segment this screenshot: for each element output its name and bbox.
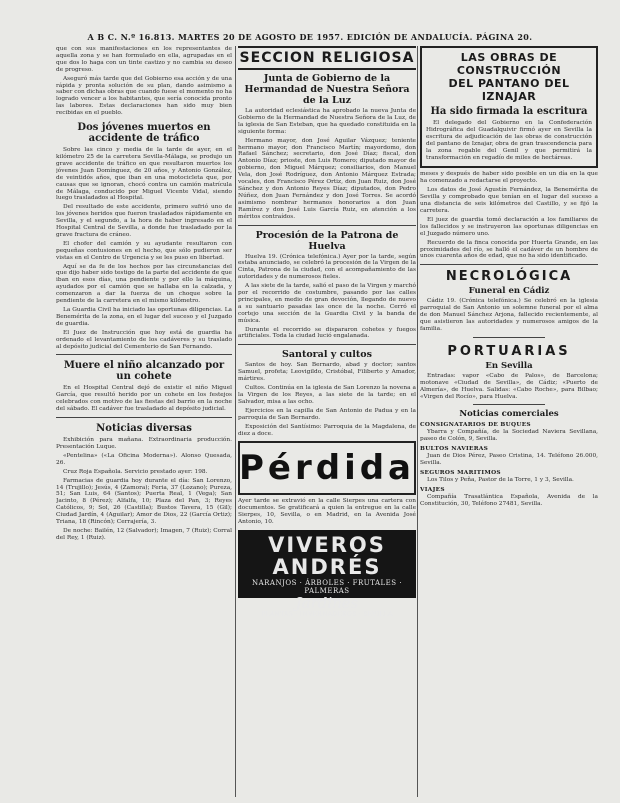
- article-paragraph: Hermano mayor, don José Aguilar Vázquez; teniente hermano mayor, don Francisco Martín; mayordomo, don Rafael Sánchez; secretario, don José Díaz; fiscal, don Antonio Díaz; prioste, don Luis Romero; diputado mayor de gobierno, don Miguel Márquez; consiliarios, don Manuel Vela, don José Rodríguez, don Antonio Márquez Estrada; vocales, don Francisco Pérez Ortiz, don Juan Ruiz, don José Sánchez y don Antonio Reyes Díaz; diputados, don Pedro Núñez, don Juan Fernández y don José Torres. Se acordó asimismo nombrar hermanos honorarios a don Juan Ramírez y don José Luis García Ruiz, en atención a los méritos contraídos.: [238, 137, 416, 220]
- article-paragraph: Exhibición para mañana. Extraordinaria producción. Presentación Luque.: [56, 437, 232, 450]
- article-paragraph: El juez de guardia tomó declaración a los familiares de los fallecidos y se instruyeron las oportunas diligencias en el Juzgado número uno.: [420, 216, 598, 237]
- viveros-line: NARANJOS · ÁRBOLES · FRUTALES · PALMERAS: [251, 579, 403, 596]
- divider: [473, 404, 544, 405]
- article-paragraph: La autoridad eclesiástica ha aprobado la nueva Junta de Gobierno de la Hermandad de Nuestra Señora de la Luz, de la iglesia de San Esteban, que ha quedado constituida en la siguiente forma:: [238, 108, 416, 135]
- perdida-title: Pérdida: [238, 448, 416, 489]
- divider: [420, 264, 598, 265]
- headline-procesion: Procesión de la Patrona de Huelva: [255, 229, 399, 252]
- portuarias-title: PORTUARIAS: [447, 343, 571, 359]
- article-paragraph: Recuerdo de la finca conocida por Huerta Grande, en las proximidades del río, se halló el cadáver de un hombre de unos cuarenta años de edad, que no ha sido identificado.: [420, 239, 598, 260]
- article-paragraph: De noche: Bailén, 12 (Salvador); Imagen, 7 (Ruiz); Corral del Rey, 1 (Ruiz).: [56, 527, 232, 541]
- article-paragraph: Durante el recorrido se dispararon cohetes y fuegos artificiales. Toda la ciudad lució engalanada.: [238, 326, 416, 340]
- divider: [238, 344, 416, 345]
- perdida-text: Ayer tarde se extravió en la calle Sierpes una cartera con documentos. Se gratificará a quien la entregue en la calle Sierpes, 10, Sevilla, o en Madrid, en la Avenida José Antonio, 10.: [238, 498, 416, 526]
- intro-paragraph: que con sus manifestaciones en los representantes de aquella zona y se han formulado en ella, agrupadas en el que dos lo haga con un tinte castizo y no cambia su deseo de progreso.: [56, 46, 232, 73]
- article-paragraph: En el Hospital Central dejó de existir el niño Miguel García, que resultó herido por un cohete en los festejos celebrados con motivo de las fiestas del barrio en la noche del sábado. El cadáver fue trasladado al depósito judicial.: [56, 385, 232, 413]
- viveros-title: VIVEROS ANDRÉS: [268, 533, 386, 580]
- headline-santoral: Santoral y cultos: [282, 349, 372, 361]
- divider: [56, 417, 232, 418]
- column-right: [420, 46, 598, 797]
- column-divider: [235, 46, 236, 797]
- headline-nino: Muere el niño alcanzado por un cohete: [63, 360, 225, 383]
- necrologica-subhead: Funeral en Cádiz: [468, 286, 550, 297]
- article-paragraph: Entradas: vapor «Cabo de Palos», de Barcelona; motonave «Ciudad de Sevilla», de Cádiz; «Puerto de Almería», de Huelva. Salidas: «Cabo Roche», para Bilbao; «Virgen del Rocío», para Huelva.: [420, 372, 598, 400]
- comerciales-title: Noticias comerciales: [459, 409, 559, 420]
- comerciales-item-text: Juan de Dios Pérez, Paseo Cristina, 14. Teléfono 26.000, Sevilla.: [420, 453, 598, 467]
- article-paragraph: Huelva 19. (Crónica telefónica.) Ayer por la tarde, según estaba anunciado, se celebró la procesión de la Virgen de la Cinta, Patrona de la ciudad, con el acompañamiento de las autoridades y de numerosos fieles.: [238, 253, 416, 281]
- viveros-line: PLANTAS · INVERNADEROS · SEVILLA: [261, 611, 393, 619]
- article-paragraph: El chofer del camión y su ayudante resultaron con pequeñas contusiones en el hecho, que sólo pudieron ser vistas en el Centro de Urgencia y se les puso en libertad.: [56, 240, 232, 261]
- headline-junta: Junta de Gobierno de la Hermandad de Nuestra Señora de la Luz: [244, 73, 410, 106]
- page-header: A B C. N.º 16.813. MARTES 20 DE AGOSTO DE 1957. EDICIÓN DE ANDALUCÍA. PÁGINA 20.: [87, 32, 533, 42]
- pantano-box: [420, 46, 598, 168]
- comerciales-item-head: CONSIGNATARIOS DE BUQUES: [420, 422, 531, 429]
- article-paragraph: Ejercicios en la capilla de San Antonio de Padua y en la parroquia de San Bernardo.: [238, 407, 416, 421]
- column-left: [56, 46, 232, 797]
- article-paragraph: A las siete de la tarde, salió el paso de la Virgen y marchó por el recorrido de costumbre, pasando por las calles principales, en medio de gran devoción, llegando de nuevo a su santuario pasadas las once de la noche. Cerró el cortejo una sección de la Guardia Civil y la banda de música.: [238, 283, 416, 324]
- headline-noticias: Noticias diversas: [96, 423, 192, 435]
- comerciales-item-text: Los Tilos y Peña, Pastor de la Torre, 1 y 3, Sevilla.: [427, 477, 574, 484]
- article-paragraph: meses y después de haber sido posible en un día en la que ha comenzado a redactarse el proyecto.: [420, 171, 598, 185]
- article-paragraph: Cádiz 19. (Crónica telefónica.) Se celebró en la iglesia parroquial de San Antonio un solemne funeral por el alma de don Manuel Sánchez Arjona, fallecido recientemente, al que asistieron las autoridades y numerosos amigos de la familia.: [420, 298, 598, 332]
- pantano-headline: DEL PANTANO DEL IZNAJAR: [448, 77, 570, 103]
- intro-paragraph: Aseguró más tarde que del Gobierno esa acción y de una rápida y pronta solución de su plan, dando asimismo a saber con dichas obras que cuando fuese el momento no ha logrado vencer a los habitantes, que sería conocida pronto las labores. Estas declaraciones han sido muy bien recibidas en el pueblo.: [56, 75, 232, 117]
- section-title: SECCION RELIGIOSA: [238, 46, 416, 70]
- article-paragraph: Sobre las cinco y media de la tarde de ayer, en el kilómetro 25 de la carretera Sevilla-Málaga, se produjo un grave accidente de tráfico en que resultaron muertos los jóvenes Juan Domínguez, de 20 años, y Antonio González, de veintidós años, que iban en una motocicleta que, por causas que se ignoran, chocó contra un camión matrícula de Málaga, conducido por Miguel Vicente Vidal, siendo luego trasladados al Hospital.: [56, 147, 232, 202]
- column-divider: [417, 46, 418, 797]
- article-paragraph: Santos de hoy. San Bernardo, abad y doctor; santos Samuel, profeta; Leovigildo, Cristóbal, Filiberto y Amador, mártires.: [238, 362, 416, 383]
- comerciales-item-head: SEGUROS MARITIMOS: [420, 470, 501, 477]
- perdida-ad: [238, 441, 416, 495]
- article-paragraph: Cultos. Continúa en la iglesia de San Lorenzo la novena a la Virgen de los Reyes, a las siete de la tarde; en el Salvador, misa a las ocho.: [238, 385, 416, 405]
- portuarias-subhead: En Sevilla: [485, 360, 533, 371]
- article-paragraph: Aquí se da fe de los hechos por las circunstancias del que dijo haber sido testigo de la parte del accidente de que iban en esos días, una pendiente y por ello la máquina, ayudados por el camión que se hallaba en la calzada, y comenzaron a dar la fuerza de un choque sobre la pendiente de la carretera en el mismo kilómetro.: [56, 263, 232, 305]
- divider: [56, 354, 232, 355]
- pantano-headline: LAS OBRAS DE CONSTRUCCIÓN: [456, 51, 562, 77]
- article-paragraph: El Juez de Instrucción que hoy está de guardia ha ordenado el levantamiento de los cadáveres y su traslado al depósito judicial del Cementerio de San Fernando.: [56, 329, 232, 350]
- comerciales-item-head: BULTOS NAVIERAS: [420, 446, 489, 453]
- comerciales-item-text: Ybarra y Compañía, de la Sociedad Naviera Sevillana, paseo de Colón, 9, Sevilla.: [420, 429, 598, 443]
- divider: [473, 337, 544, 338]
- article-paragraph: Exposición del Santísimo: Parroquia de la Magdalena, de diez a doce.: [238, 423, 416, 437]
- article-paragraph: «Pentelina» («La Oficina Moderna»). Alonso Quesada, 26.: [56, 452, 232, 466]
- article-paragraph: Los datos de José Agustín Fernández, la Benemérita de Sevilla y comprobado que tenían en el lugar del suceso a una distancia de seis kilómetros del Castillo, y se fijó la carretera.: [420, 187, 598, 214]
- article-paragraph: Farmacias de guardia hoy durante el día: San Lorenzo, 14 (Trujillo); Jesús, 4 (Zamora); Feria, 37 (Lozano); Pureza, 51; San Luis, 64 (Santos); Puerta Real, 1 (Vega); San Jacinto, 8 (Pérez); Alfalfa, 10; Plaza del Pan, 3; Reyes Católicos, 9; Sol, 26 (Castilla); Bustos Tavera, 15 (Gil); Ciudad Jardín, 4 (Aguilar); Amor de Dios, 22 (García Ortiz); Triana, 18 (Rincón); Cerrajería, 3.: [56, 477, 232, 526]
- article-paragraph: Del resultado de este accidente, primero sufrió uno de los jóvenes heridos que fueron trasladados rápidamente en Sevilla, y el segundo, a la hora de haber ingresado en el Hospital Central de Sevilla, a donde fue trasladado por la grave fractura de cráneo.: [56, 204, 232, 238]
- viveros-ad: [238, 530, 416, 619]
- article-paragraph: La Guardia Civil ha iniciado las oportunas diligencias. La Benemérita de la zona, en el lugar del suceso y el Juzgado de guardia.: [56, 307, 232, 327]
- divider: [238, 225, 416, 226]
- article-paragraph: El delegado del Gobierno en la Confederación Hidrográfica del Guadalquivir firmó ayer en Sevilla la escritura de adjudicación de las obras de construcción del pantano de Iznajar, obra de gran trascendencia para la zona regable del Genil y que permitirá la transformación en regadío de miles de hectáreas.: [426, 120, 592, 161]
- headline-accidente: Dos jóvenes muertos en accidente de tráfico: [77, 122, 211, 145]
- comerciales-item-text: Compañía Trasatlántica Española, Avenida de la Constitución, 30, Teléfono 27481, Sevilla.: [420, 494, 598, 507]
- necrologica-title: NECROLÓGICA: [445, 269, 573, 285]
- viveros-script: Jardines: [295, 594, 359, 613]
- article-paragraph: Cruz Roja Española. Servicio prestado ayer: 198.: [63, 468, 208, 475]
- column-center: [238, 46, 416, 797]
- comerciales-item-head: VIAJES: [420, 487, 445, 493]
- pantano-subhead: Ha sido firmada la escritura: [430, 106, 588, 117]
